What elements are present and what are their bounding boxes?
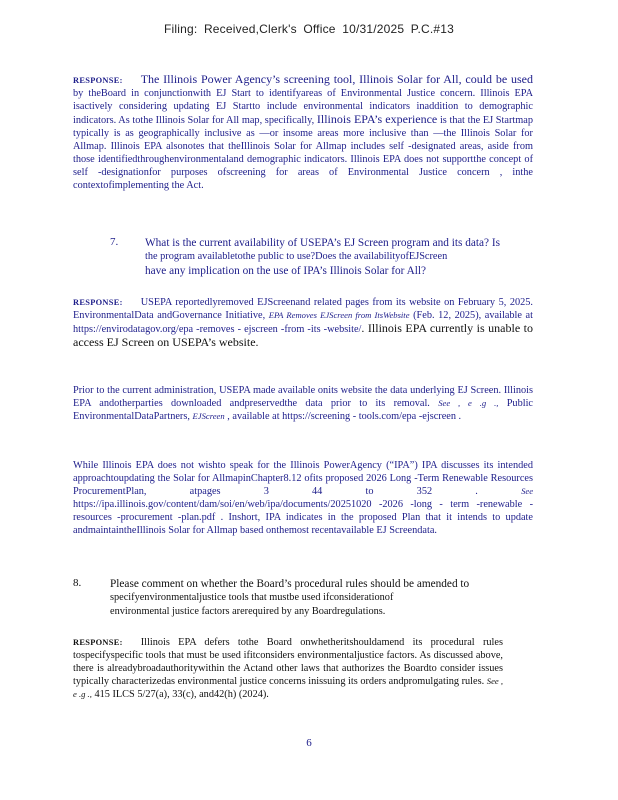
response-block-2	[73, 296, 533, 350]
citation-title: EJScreen	[192, 411, 225, 421]
response-text: Illinois EPA defers tothe Board onwhetheritshouldamend its procedural rules tospecifyspecific tools that must be used ifitconsiders environmentaljustice factors. As discussed above, there is alreadybroadauthoritywithin the Actand other laws that authorizes the Boardto consider issues typically characterizedas environmental justice concerns inissuing its orders andpromulgating rules.	[73, 637, 503, 687]
question-7-line-1: What is the current availability of USEPA’s EJ Screen program and its data? Is	[145, 237, 501, 249]
response-label: RESPONSE:	[73, 76, 123, 85]
response-label: RESPONSE:	[73, 638, 123, 647]
paragraph-block-4	[73, 459, 533, 537]
response-lead: The Illinois Power Agency’s screening tool, Illinois Solar for All, could be used	[140, 72, 533, 86]
question-7-line-3: have any implication on the use of IPA’s Illinois Solar for All?	[145, 265, 427, 277]
citation-signal: See	[521, 486, 534, 496]
question-8-line-1: Please comment on whether the Board’s procedural rules should be amended to	[110, 578, 470, 590]
citation-signal: See , e .g .,	[438, 398, 499, 408]
response-statement: . Illinois EPA currently is unable to access EJ Screen on USEPA’s website.	[73, 321, 533, 349]
citation-signal: See , e .g .,	[73, 676, 503, 699]
citation-url: , available at https://screening - tools.com/epa -ejscreen .	[227, 411, 462, 422]
page-number: 6	[306, 737, 312, 749]
citation-title: EPA Removes EJScreen from ItsWebsite	[268, 310, 410, 320]
question-7-number: 7.	[110, 236, 119, 248]
response-block-5	[73, 636, 503, 701]
question-8-number: 8.	[73, 577, 82, 589]
response-emphasis: Illinois EPA’s experience	[316, 112, 438, 126]
citation-url: https://ipa.illinois.gov/content/dam/soi/en/web/ipa/documents/20251020 -2026 -long - term -renewable -resources -procurement -plan.pdf . Inshort, IPA indicates in the proposed Plan that it intends to update andmaintaintheIllinois Solar for Allmap based onthemost recentavailable EJ Screendata.	[73, 499, 533, 536]
question-7	[145, 236, 565, 278]
citation-url: (Feb. 12, 2025), available at https://envirodatagov.org/epa -removes - ejscreen -from -its -website/	[73, 310, 533, 335]
filing-header: Filing: Received,Clerk's Office 10/31/2025 P.C.#13	[164, 22, 454, 36]
question-8-line-2: specifyenvironmentaljustice tools that mustbe used ifconsiderationof	[110, 592, 394, 603]
response-body: by theBoard in conjunctionwith EJ Start to identifyareas of Environmental Justice concern. Illinois EPA isactively considering updating EJ Startto include environmental indicators inaddition to demographic indicators. As tothe Illinois Solar for All map, specifically,	[73, 88, 533, 126]
paragraph-text: While Illinois EPA does not wishto speak for the Illinois PowerAgency (“IPA”) IPA discusses its intended approachtoupdating the Solar for AllmapinChapter8.12 ofits proposed 2026 Long -Term Renewable Resources ProcurementPlan, atpages 3 44 to 352 .	[73, 460, 533, 497]
citation-statute: 415 ILCS 5/27(a), 33(c), and42(h) (2024).	[94, 689, 269, 700]
citation-source: Public EnvironmentalDataPartners,	[73, 398, 534, 422]
response-text: USEPA reportedlyremoved EJScreenand related pages from its website on February 5, 2025. EnvironmentalData andGovernance Initiative,	[73, 297, 533, 321]
paragraph-block-3	[73, 384, 533, 423]
question-8	[110, 577, 530, 619]
question-7-line-2: the program availabletothe public to use?Does the availabilityofEJScreen	[145, 251, 448, 262]
paragraph-text: Prior to the current administration, USEPA made available onits website the data underlying EJ Screen. Illinois EPA andotherparties downloaded andpreservedthe data prior to its removal.	[73, 385, 533, 409]
response-label: RESPONSE:	[73, 298, 123, 307]
response-rest: is that the EJ Startmap typically is as geographically inclusive as —or insome areas more inclusive than —the Illinois Solar for Allmap. Illinois EPA alsonotes that theIllinois Solar for Allmap includes self -designated areas, aside from those identifiedthroughenvironmentaland demographic indicators. Illinois EPA does not supportthe concept of self -designationfor purposes ofscreening for areas of Environmental Justice concern , inthe contextofimplementing the Act.	[73, 115, 533, 191]
response-block-1	[73, 73, 533, 192]
question-8-line-3: environmental justice factors arerequired by any Boardregulations.	[110, 606, 386, 617]
